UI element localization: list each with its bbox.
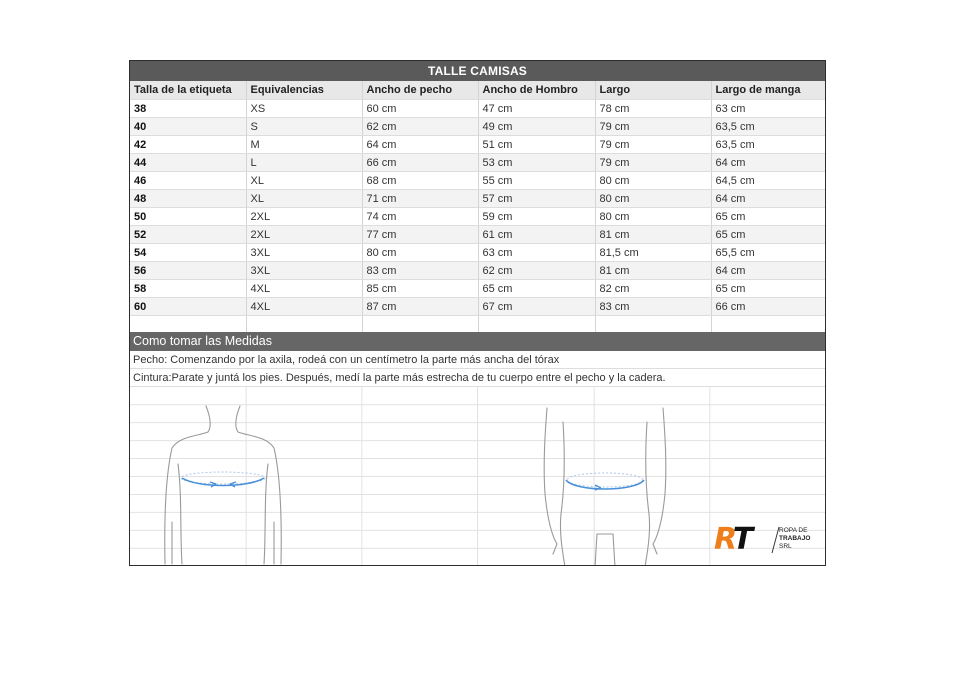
empty-cell: [362, 316, 478, 333]
table-cell: 58: [130, 280, 246, 298]
logo-text: [779, 527, 810, 551]
table-cell: 51 cm: [478, 136, 595, 154]
logo-line-1: ROPA DE: [779, 527, 808, 534]
measures-title: Como tomar las Medidas: [130, 332, 825, 351]
table-cell: 50: [130, 208, 246, 226]
table-cell: 81 cm: [595, 262, 711, 280]
table-row: [130, 208, 826, 226]
company-logo: [714, 522, 824, 557]
table-cell: 64 cm: [711, 190, 826, 208]
empty-cell: [478, 316, 595, 333]
table-cell: 65 cm: [711, 208, 826, 226]
logo-letters: [714, 522, 751, 557]
table-cell: L: [246, 154, 362, 172]
table-cell: 67 cm: [478, 298, 595, 316]
table-row: [130, 136, 826, 154]
header-ancho-hombro: Ancho de Hombro: [478, 81, 595, 100]
size-chart-sheet: [129, 60, 826, 566]
table-cell: 64 cm: [711, 154, 826, 172]
empty-cell: [130, 316, 246, 333]
header-largo: Largo: [595, 81, 711, 100]
cintura-instruction: Cintura:Parate y juntá los pies. Después, medí la parte más estrecha de tu cuerpo entre el pecho y la cadera.: [130, 369, 825, 387]
size-table: [130, 81, 826, 333]
table-cell: 62 cm: [478, 262, 595, 280]
table-cell: 65,5 cm: [711, 244, 826, 262]
table-cell: XS: [246, 100, 362, 118]
waist-measure-figure: [535, 404, 675, 566]
logo-letter-t: T: [732, 522, 751, 557]
table-cell: 2XL: [246, 226, 362, 244]
table-row: [130, 190, 826, 208]
table-cell: 74 cm: [362, 208, 478, 226]
header-ancho-pecho: Ancho de pecho: [362, 81, 478, 100]
table-row: [130, 172, 826, 190]
table-row: [130, 262, 826, 280]
table-cell: 57 cm: [478, 190, 595, 208]
table-cell: 61 cm: [478, 226, 595, 244]
table-cell: 63,5 cm: [711, 118, 826, 136]
table-cell: 53 cm: [478, 154, 595, 172]
table-cell: 80 cm: [362, 244, 478, 262]
table-cell: 46: [130, 172, 246, 190]
table-cell: 79 cm: [595, 136, 711, 154]
header-row: [130, 81, 826, 100]
table-cell: 44: [130, 154, 246, 172]
table-cell: 78 cm: [595, 100, 711, 118]
table-cell: 77 cm: [362, 226, 478, 244]
table-row: [130, 280, 826, 298]
table-cell: 40: [130, 118, 246, 136]
table-cell: 62 cm: [362, 118, 478, 136]
table-cell: 47 cm: [478, 100, 595, 118]
logo-line-3: SRL: [779, 543, 792, 550]
table-cell: 60 cm: [362, 100, 478, 118]
table-title: TALLE CAMISAS: [130, 61, 825, 81]
chest-measure-figure: [158, 404, 288, 566]
table-cell: 65 cm: [711, 226, 826, 244]
table-cell: XL: [246, 190, 362, 208]
empty-cell: [711, 316, 826, 333]
header-talla: Talla de la etiqueta: [130, 81, 246, 100]
table-cell: 81,5 cm: [595, 244, 711, 262]
table-cell: 3XL: [246, 262, 362, 280]
table-cell: 63,5 cm: [711, 136, 826, 154]
table-cell: 64 cm: [362, 136, 478, 154]
table-cell: 55 cm: [478, 172, 595, 190]
table-cell: 4XL: [246, 280, 362, 298]
table-cell: 2XL: [246, 208, 362, 226]
spacer-row: [130, 316, 826, 333]
table-cell: S: [246, 118, 362, 136]
table-cell: 64 cm: [711, 262, 826, 280]
table-cell: 68 cm: [362, 172, 478, 190]
table-cell: 38: [130, 100, 246, 118]
logo-line-2: TRABAJO: [779, 535, 811, 542]
table-cell: M: [246, 136, 362, 154]
empty-cell: [595, 316, 711, 333]
table-cell: 66 cm: [362, 154, 478, 172]
table-row: [130, 244, 826, 262]
table-cell: 42: [130, 136, 246, 154]
table-cell: 80 cm: [595, 208, 711, 226]
table-cell: 64,5 cm: [711, 172, 826, 190]
logo-letter-r: R: [714, 522, 733, 557]
empty-cell: [246, 316, 362, 333]
table-row: [130, 154, 826, 172]
table-cell: 63 cm: [478, 244, 595, 262]
table-cell: 59 cm: [478, 208, 595, 226]
table-cell: 87 cm: [362, 298, 478, 316]
table-cell: 65 cm: [478, 280, 595, 298]
table-row: [130, 226, 826, 244]
table-cell: 63 cm: [711, 100, 826, 118]
table-cell: 52: [130, 226, 246, 244]
table-cell: 79 cm: [595, 118, 711, 136]
table-cell: 71 cm: [362, 190, 478, 208]
table-cell: 79 cm: [595, 154, 711, 172]
table-cell: 80 cm: [595, 190, 711, 208]
table-cell: 3XL: [246, 244, 362, 262]
table-cell: 4XL: [246, 298, 362, 316]
table-cell: 48: [130, 190, 246, 208]
table-cell: 54: [130, 244, 246, 262]
table-cell: 82 cm: [595, 280, 711, 298]
table-cell: 83 cm: [362, 262, 478, 280]
table-cell: 60: [130, 298, 246, 316]
table-cell: XL: [246, 172, 362, 190]
table-cell: 80 cm: [595, 172, 711, 190]
table-cell: 66 cm: [711, 298, 826, 316]
pecho-instruction: Pecho: Comenzando por la axila, rodeá con un centímetro la parte más ancha del tórax: [130, 351, 825, 369]
table-cell: 49 cm: [478, 118, 595, 136]
table-cell: 65 cm: [711, 280, 826, 298]
table-row: [130, 298, 826, 316]
table-row: [130, 118, 826, 136]
header-largo-manga: Largo de manga: [711, 81, 826, 100]
size-rows: [130, 100, 826, 333]
table-row: [130, 100, 826, 118]
table-cell: 83 cm: [595, 298, 711, 316]
table-cell: 85 cm: [362, 280, 478, 298]
table-cell: 56: [130, 262, 246, 280]
header-equivalencias: Equivalencias: [246, 81, 362, 100]
table-cell: 81 cm: [595, 226, 711, 244]
